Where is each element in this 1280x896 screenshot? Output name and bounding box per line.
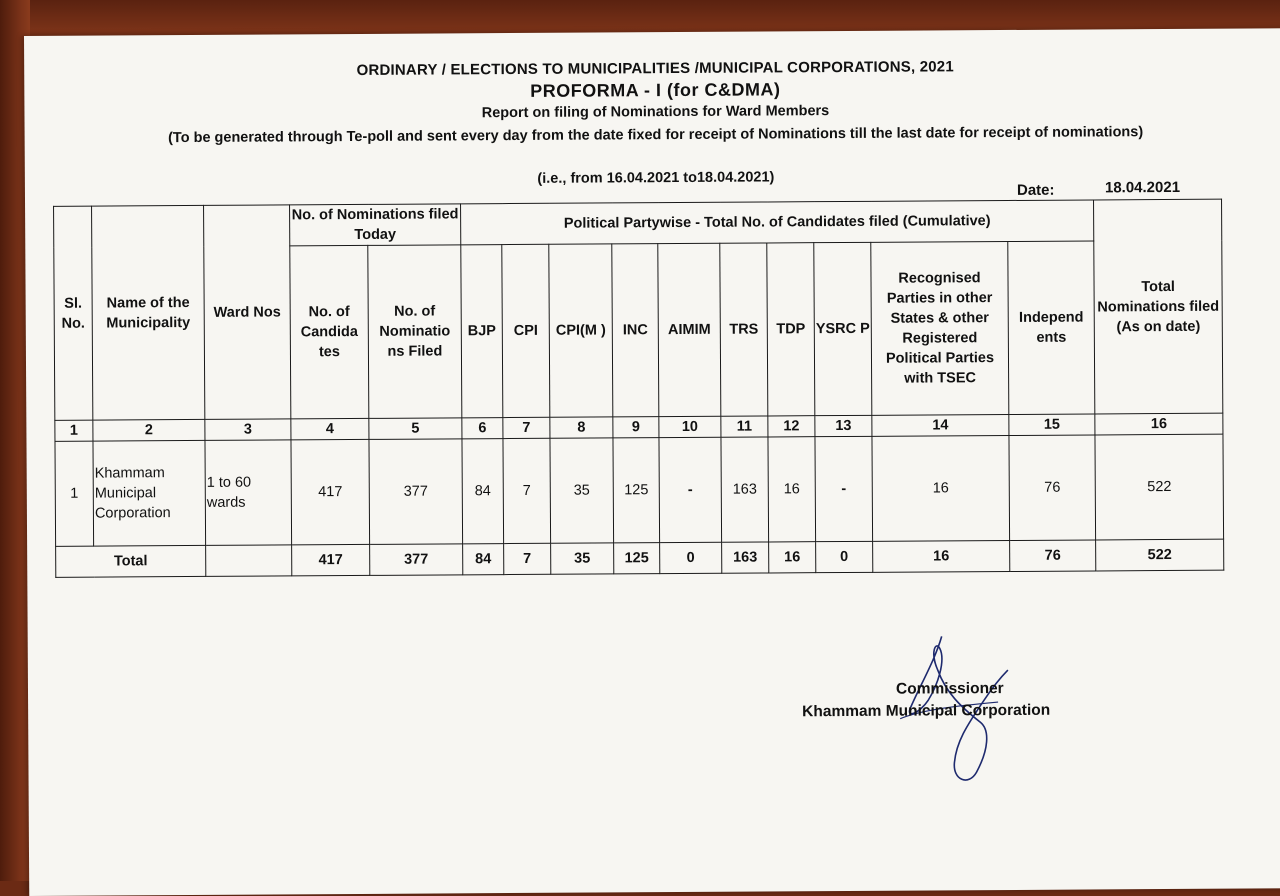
document-page: [24, 28, 1280, 896]
cell-cpi: 7: [503, 438, 551, 543]
col-number: 7: [503, 417, 550, 438]
total-trs: 163: [722, 542, 769, 573]
generation-note: (To be generated through Te-poll and sent every day from the date fixed for receipt of Nominations till the last date for receipt of nominations): [168, 124, 1144, 147]
table-row: [55, 434, 1224, 546]
header-municipality: Name of the Municipality: [92, 205, 205, 420]
cell-nominations: 377: [369, 439, 463, 545]
total-ysrcp: 0: [816, 541, 873, 572]
total-cpi: 7: [504, 543, 551, 574]
col-number: 5: [369, 418, 462, 440]
signatory-organization: Khammam Municipal Corporation: [802, 701, 1051, 721]
total-inc: 125: [614, 543, 660, 574]
total-tdp: 16: [769, 542, 816, 573]
total-candidates: 417: [292, 544, 370, 575]
cell-trs: 163: [721, 437, 769, 542]
header-candidates: No. of Candida tes: [290, 245, 369, 418]
date-range: (i.e., from 16.04.2021 to18.04.2021): [537, 169, 775, 187]
col-number: 9: [613, 417, 659, 438]
header-inc: INC: [612, 244, 659, 417]
col-number: 6: [462, 418, 503, 439]
col-number: 8: [550, 417, 613, 438]
cell-slno: 1: [55, 441, 94, 546]
header-group-party: Political Partywise - Total No. of Candidates filed (Cumulative): [461, 200, 1094, 245]
header-independents: Independ ents: [1008, 241, 1095, 415]
cell-total: 522: [1095, 434, 1224, 540]
col-number: 14: [872, 414, 1009, 436]
col-number: 10: [659, 416, 721, 437]
election-title: ORDINARY / ELECTIONS TO MUNICIPALITIES /MUNICIPAL CORPORATIONS, 2021: [356, 58, 954, 79]
header-aimim: AIMIM: [658, 243, 721, 416]
total-independents: 76: [1010, 540, 1096, 572]
total-cpim: 35: [551, 543, 614, 574]
col-number: 2: [93, 419, 205, 441]
col-number: 1: [55, 420, 93, 441]
col-number: 11: [721, 416, 768, 437]
header-ward: Ward Nos: [204, 205, 291, 420]
date-label: Date:: [1016, 181, 1055, 199]
header-row-groups: [54, 199, 1222, 247]
header-trs: TRS: [720, 243, 768, 416]
header-slno: Sl. No.: [54, 206, 93, 420]
cell-bjp: 84: [462, 439, 504, 544]
proforma-title: PROFORMA - I (for C&DMA): [530, 79, 781, 101]
totals-row: [56, 539, 1224, 577]
cell-tdp: 16: [768, 437, 816, 542]
header-cpim: CPI(M ): [549, 244, 613, 417]
header-total: Total Nominations filed (As on date): [1094, 199, 1223, 414]
header-tdp: TDP: [767, 243, 815, 416]
report-subtitle: Report on filing of Nominations for Ward Members: [481, 103, 830, 122]
cell-inc: 125: [613, 438, 660, 543]
header-group-today: No. of Nominations filed Today: [290, 204, 461, 246]
nominations-table: [53, 199, 1224, 578]
header-ysrcp: YSRC P: [814, 242, 872, 415]
total-overall: 522: [1096, 539, 1224, 571]
cell-cpim: 35: [550, 438, 614, 543]
col-number: 3: [205, 419, 291, 441]
cell-aimim: -: [659, 437, 722, 542]
header-nominations: No. of Nominatio ns Filed: [368, 245, 462, 419]
col-number: 13: [815, 415, 872, 436]
signatory-title: Commissioner: [895, 680, 1004, 698]
header-cpi: CPI: [502, 244, 550, 417]
total-nominations: 377: [370, 544, 463, 576]
col-number: 16: [1095, 413, 1223, 435]
col-number: 12: [768, 416, 815, 437]
cell-candidates: 417: [291, 439, 370, 544]
total-label: Total: [56, 545, 206, 577]
header-bjp: BJP: [461, 245, 503, 418]
col-number: 4: [291, 418, 369, 439]
total-aimim: 0: [660, 542, 722, 573]
cell-independents: 76: [1009, 435, 1096, 541]
date-value: 18.04.2021: [1104, 178, 1181, 197]
header-recognised: Recognised Parties in other States & other Registered Political Parties with TSEC: [871, 241, 1009, 415]
cell-ysrcp: -: [815, 436, 873, 541]
total-recognised: 16: [873, 540, 1010, 572]
cell-ward: 1 to 60 wards: [205, 440, 292, 546]
total-ward: [206, 545, 292, 577]
cell-municipality: Khammam Municipal Corporation: [93, 440, 206, 546]
cell-recognised: 16: [872, 435, 1010, 541]
total-bjp: 84: [463, 544, 504, 575]
col-number: 15: [1009, 414, 1095, 436]
